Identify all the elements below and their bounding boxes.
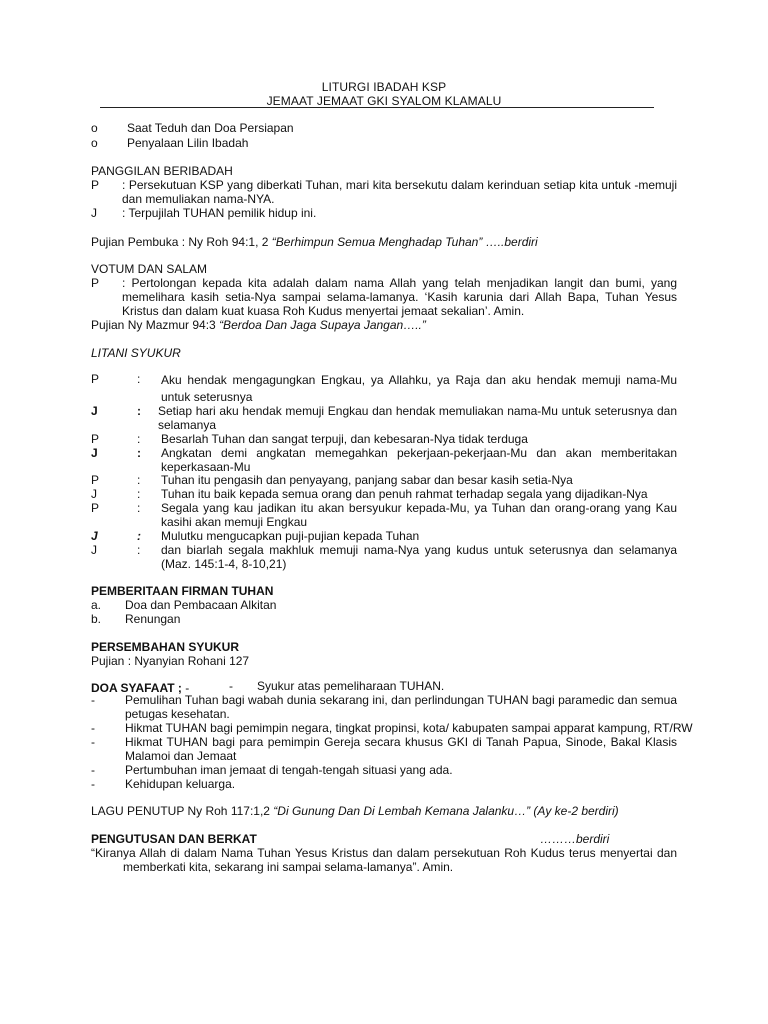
pujian-pembuka-title: “Berhimpun Semua Menghadap Tuhan” …..berdiri — [271, 235, 538, 249]
list-item: Renungan — [125, 612, 181, 626]
prayer-item: Pemulihan Tuhan bagi wabah dunia sekarang ini, dan perlindungan TUHAN bagi paramedic dan semua petugas kesehatan. — [125, 693, 677, 721]
persembahan-line: Pujian : Nyanyian Rohani 127 — [91, 654, 250, 668]
colon: : — [137, 404, 141, 418]
prayer-item: Kehidupan keluarga. — [125, 777, 236, 791]
speaker-label: J — [91, 446, 98, 460]
list-item: Doa dan Pembacaan Alkitan — [125, 598, 277, 612]
colon: : — [137, 529, 141, 543]
speaker-label: P — [91, 501, 100, 515]
litani-text: dan biarlah segala makhluk memuji nama-Nya yang kudus untuk seterusnya dan selamanya (Maz. 145:1-4, 8-10,21) — [161, 543, 677, 571]
pujian-mazmur-label: Pujian Ny Mazmur 94:3 — [91, 318, 220, 332]
pujian-mazmur — [91, 318, 426, 332]
section-heading-doa-syafaat: DOA SYAFAAT ; — [91, 681, 186, 695]
colon: : — [137, 473, 141, 487]
litani-text: Tuhan itu baik kepada semua orang dan penuh rahmat terhadap segala yang dijadikan-Nya — [161, 487, 648, 501]
bullet-marker: o — [91, 136, 98, 150]
section-heading-panggilan: PANGGILAN BERIBADAH — [91, 164, 233, 178]
list-marker: a. — [91, 598, 102, 612]
bullet-marker: o — [91, 121, 98, 135]
dash-marker: - — [91, 721, 95, 735]
dash-marker: - — [91, 735, 95, 749]
blessing-paragraph: “Kiranya Allah di dalam Nama Tuhan Yesus Kristus dan dalam persekutuan Roh Kudus terus menyertai dan memberkati kita, sekarang ini sampai selama-lamanya”. Amin. — [91, 846, 677, 874]
prayer-item: Hikmat TUHAN bagi para pemimpin Gereja secara khusus GKI di Tanah Papua, Sinode, Bakal Klasis Malamoi dan Jemaat — [125, 735, 677, 763]
intro-item: Saat Teduh dan Doa Persiapan — [127, 121, 294, 135]
colon: : — [137, 501, 141, 515]
section-heading-votum: VOTUM DAN SALAM — [91, 262, 208, 276]
pujian-mazmur-title: “Berdoa Dan Jaga Supaya Jangan…..” — [219, 318, 426, 332]
speaker-label: J — [91, 404, 98, 418]
speaker-label: P — [91, 276, 100, 290]
dash-marker: - — [91, 777, 95, 791]
dash-marker: - — [229, 679, 233, 693]
prayer-item: Syukur atas pemeliharaan TUHAN. — [257, 679, 445, 693]
colon: : — [137, 543, 141, 557]
lagu-penutup — [91, 804, 619, 818]
litani-text: Angkatan demi angkatan memegahkan pekerjaan-pekerjaan-Mu dan akan memberitakan keperkasaan-Mu — [161, 446, 677, 474]
colon: : — [137, 487, 141, 501]
lagu-penutup-label: LAGU PENUTUP Ny Roh 117:1,2 — [91, 804, 274, 818]
speaker-label: J — [91, 487, 97, 501]
document-subtitle: JEMAAT JEMAAT GKI SYALOM KLAMALU — [266, 94, 502, 108]
section-heading-persembahan: PERSEMBAHAN SYUKUR — [91, 640, 240, 654]
document-title: LITURGI IBADAH KSP — [321, 80, 447, 94]
liturgy-text: : Terpujilah TUHAN pemilik hidup ini. — [122, 206, 317, 220]
liturgy-text: : Pertolongan kepada kita adalah dalam nama Allah yang telah menjadikan langit dan bumi, yang memelihara kasih setia-Nya sampai selama-lamanya. ‘Kasih karunia dari Allah Bapa, Tuhan Yesus Kristus dan dalam kuat kuasa Roh Kudus menyertai jemaat sekalian’. Amin. — [122, 276, 677, 318]
blessing-text — [91, 846, 677, 874]
litani-text: Segala yang kau jadikan itu akan bersyukur kepada-Mu, ya Tuhan dan orang-orang yang Kau kasihi akan memuji Engkau — [161, 501, 677, 529]
litani-text: Mulutku mengucapkan puji-pujian kepada Tuhan — [161, 529, 420, 543]
liturgy-text: : Persekutuan KSP yang diberkati Tuhan, mari kita bersekutu dalam kerinduan setiap kita untuk -memuji dan memuliakan nama-NYA. — [122, 178, 677, 206]
speaker-label: P — [91, 372, 100, 386]
prayer-item: Hikmat TUHAN bagi pemimpin negara, tingkat propinsi, kota/ kabupaten sampai apparat kampung, RT/RW — [125, 721, 693, 735]
prayer-item: Pertumbuhan iman jemaat di tengah-tengah situasi yang ada. — [125, 763, 453, 777]
pujian-pembuka-label: Pujian Pembuka : Ny Roh 94:1, 2 — [91, 235, 272, 249]
colon: : — [137, 432, 141, 446]
litani-text: Aku hendak mengagungkan Engkau, ya Allahku, ya Raja dan aku hendak memuji nama-Mu untuk seterusnya — [161, 373, 677, 404]
lagu-penutup-title: “Di Gunung Dan Di Lembah Kemana Jalanku…” (Ay ke-2 berdiri) — [273, 804, 619, 818]
litani-text: Besarlah Tuhan dan sangat terpuji, dan kebesaran-Nya tidak terduga — [161, 432, 528, 446]
speaker-label: P — [91, 473, 100, 487]
intro-item: Penyalaan Lilin Ibadah — [127, 136, 249, 150]
header-rule — [100, 107, 654, 108]
colon: : — [137, 372, 141, 386]
speaker-label: P — [91, 432, 100, 446]
section-heading-litani: LITANI SYUKUR — [91, 346, 181, 360]
dash-marker: - — [91, 693, 95, 707]
section-heading-pemberitaan: PEMBERITAAN FIRMAN TUHAN — [91, 584, 274, 598]
list-marker: b. — [91, 612, 102, 626]
pujian-pembuka — [91, 235, 538, 249]
speaker-label: J — [91, 206, 97, 220]
dash-marker: - — [185, 681, 190, 695]
berdiri-note: ………berdiri — [540, 832, 610, 846]
dash-marker: - — [91, 763, 95, 777]
section-heading-pengutusan: PENGUTUSAN DAN BERKAT — [91, 832, 257, 846]
litani-text: Tuhan itu pengasih dan penyayang, panjang sabar dan besar kasih setia-Nya — [161, 473, 573, 487]
speaker-label: J — [91, 529, 98, 543]
colon: : — [137, 446, 141, 460]
litani-text: Setiap hari aku hendak memuji Engkau dan hendak memuliakan nama-Mu untuk seterusnya dan selamanya — [158, 404, 677, 432]
speaker-label: P — [91, 178, 100, 192]
speaker-label: J — [91, 543, 97, 557]
